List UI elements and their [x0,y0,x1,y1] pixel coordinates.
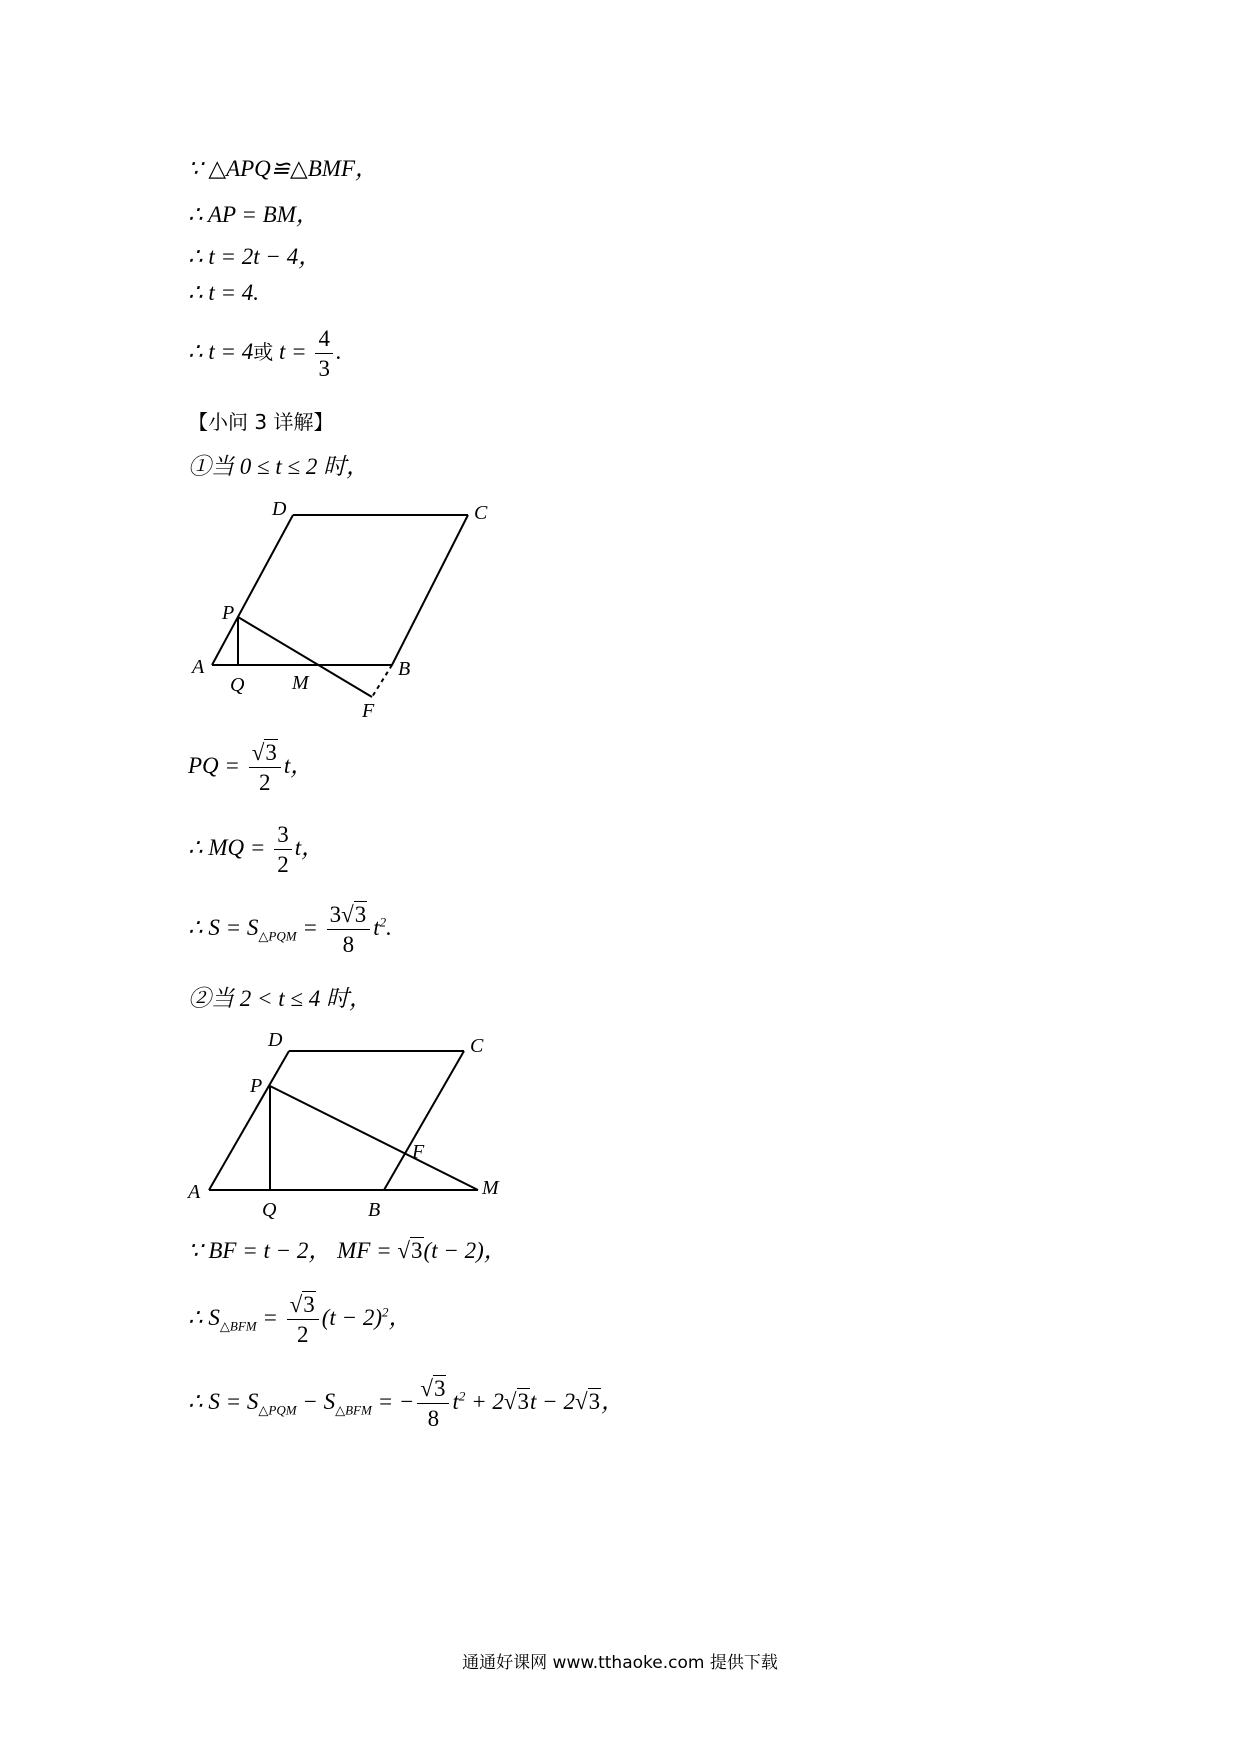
case1-condition: ①当 0 ≤ t ≤ 2 时， [188,454,370,479]
fraction-sqrt3-8: $\frac{√3}{8}$ [417,1376,449,1432]
fig2-segment-pm [270,1086,478,1190]
t-equals-4-line: ∴ t = 4. [188,280,260,305]
fig1-label-b: B [398,658,411,680]
fig2-side-ad [209,1051,289,1190]
s-case2-formula: ∴ $S = S_{\triangle PQM} - S_{\triangle BFM}$ = − $\frac{√3}{8}$ $t^2 + 2√3t - 2√3$， [188,1376,625,1432]
section-heading: 【小问 3 详解】 [188,410,334,434]
fig1-label-f: F [362,700,375,722]
s-case1-formula: ∴ $S = S_{\triangle PQM}$ = $\frac{3√3}{8}$ $t^2$. [188,902,392,958]
t-answer-prefix: ∴ t = 4 [188,339,254,365]
figure2-parallelogram [180,1022,520,1222]
pq-formula: PQ = $\frac{√3}{2}$ t， [188,740,314,796]
bf-mf-line: ∵ BF = t − 2， MF = √3(t − 2)， [188,1238,507,1263]
figure1-parallelogram [180,495,520,725]
footer-credit: 通通好课网 www.tthaoke.com 提供下载 [462,1653,778,1673]
because-congruent-line: ∵ △APQ≌△BMF， [188,156,378,181]
fig2-label-f: F [412,1141,425,1163]
fig1-label-p: P [222,602,235,624]
fig2-label-a: A [188,1181,201,1203]
t-answer-or: 或 [253,340,274,365]
case2-condition: ②当 2 < t ≤ 4 时， [188,986,373,1011]
fig2-side-cb [384,1051,464,1190]
t-equation-line: ∴ t = 2t − 4， [188,244,322,269]
fig2-label-c: C [470,1035,484,1057]
fig2-label-q: Q [262,1199,277,1221]
fraction-3-2: $\frac{3}{2}$ [274,822,292,878]
fig1-label-a: A [192,656,205,678]
fig2-label-p: P [250,1075,263,1097]
fig1-label-c: C [474,502,488,524]
fig1-side-cb [392,515,468,665]
ap-equals-bm-line: ∴ AP = BM， [188,202,319,227]
fig1-dashed-bf [372,665,392,697]
fig1-label-d: D [272,498,287,520]
t-answer-suffix: t = [279,339,307,365]
mq-formula: ∴ MQ = $\frac{3}{2}$ t， [188,822,325,878]
fig2-label-d: D [268,1029,283,1051]
fraction-3sqrt3-8: $\frac{3√3}{8}$ [327,902,371,958]
s-bfm-formula: ∴ $S_{\triangle BFM}$ = $\frac{√3}{2}$ $(t - 2)^2$， [188,1292,412,1348]
t-answer-line: ∴ t = 4或 t = $\frac{4}{3}$ . [188,326,342,382]
fig2-label-b: B [368,1199,381,1221]
fraction-sqrt3-2-b: $\frac{√3}{2}$ [287,1292,319,1348]
fig1-label-q: Q [230,674,245,696]
fraction-4-3: $\frac{4}{3}$ [315,326,333,382]
fraction-sqrt3-2: $\frac{√3}{2}$ [249,740,281,796]
fig2-label-m: M [482,1177,499,1199]
fig1-label-m: M [292,672,309,694]
